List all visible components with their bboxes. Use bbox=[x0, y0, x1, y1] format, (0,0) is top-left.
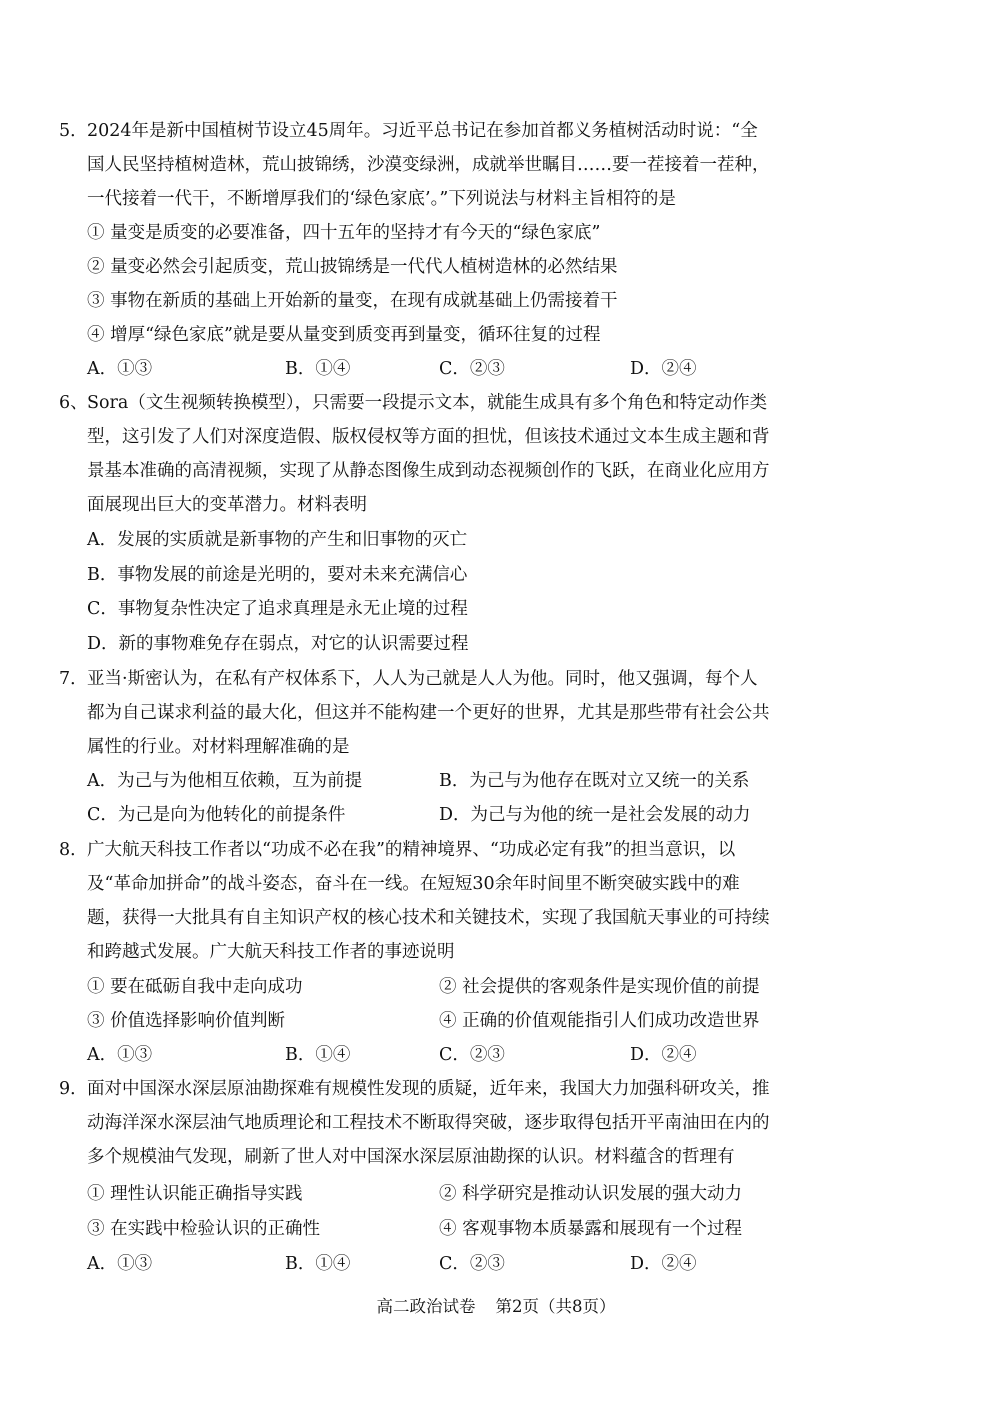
statement-item: ④ 正确的价值观能指引人们成功改造世界 bbox=[439, 1011, 760, 1031]
question-stem-line: 题，获得一大批具有自主知识产权的核心技术和关键技术，实现了我国航天事业的可持续 bbox=[87, 908, 770, 928]
answer-option: C．事物复杂性决定了追求真理是永无止境的过程 bbox=[87, 599, 468, 619]
question-stem-line: 面展现出巨大的变革潜力。材料表明 bbox=[87, 495, 367, 515]
question-stem-line: 8．广大航天科技工作者以“功成不必在我”的精神境界、“功成必定有我”的担当意识，以 bbox=[59, 840, 736, 860]
answer-choice: A．①③ bbox=[87, 1254, 153, 1274]
question-stem-line: 一代接着一代干，不断增厚我们的‘绿色家底’。”下列说法与材料主旨相符的是 bbox=[87, 189, 676, 209]
answer-choice: C．②③ bbox=[439, 359, 505, 379]
answer-option: A．为己与为他相互依赖，互为前提 bbox=[87, 771, 363, 791]
answer-choice: C．②③ bbox=[439, 1045, 505, 1065]
answer-option: B．事物发展的前途是光明的，要对未来充满信心 bbox=[87, 565, 468, 585]
page-footer bbox=[0, 1293, 992, 1317]
question-number: 6、 bbox=[59, 393, 88, 413]
answer-choice: B．①④ bbox=[285, 1045, 351, 1065]
question-stem-line: 5．2024年是新中国植树节设立45周年。习近平总书记在参加首都义务植树活动时说：“全 bbox=[59, 121, 758, 141]
question-stem-line: 7．亚当·斯密认为，在私有产权体系下，人人为己就是人人为他。同时，他又强调，每个人 bbox=[59, 669, 758, 689]
statement-item: ③ 事物在新质的基础上开始新的量变，在现有成就基础上仍需接着干 bbox=[87, 291, 618, 311]
question-stem-line: 型，这引发了人们对深度造假、版权侵权等方面的担忧，但该技术通过文本生成主题和背 bbox=[87, 427, 770, 447]
question-stem-line: 及“革命加拼命”的战斗姿态，奋斗在一线。在短短30余年时间里不断突破实践中的难 bbox=[87, 874, 740, 894]
answer-choice: A．①③ bbox=[87, 1045, 153, 1065]
statement-item: ① 要在砥砺自我中走向成功 bbox=[87, 977, 303, 997]
answer-choice: D．②④ bbox=[630, 1045, 697, 1065]
statement-item: ③ 在实践中检验认识的正确性 bbox=[87, 1219, 321, 1239]
statement-item: ④ 客观事物本质暴露和展现有一个过程 bbox=[439, 1219, 743, 1239]
answer-choice: D．②④ bbox=[630, 1254, 697, 1274]
question-stem-line: 国人民坚持植树造林，荒山披锦绣，沙漠变绿洲，成就举世瞩目……要一茬接着一茬种， bbox=[87, 155, 770, 175]
question-number: 5． bbox=[59, 121, 88, 141]
question-stem-line: 景基本准确的高清视频，实现了从静态图像生成到动态视频创作的飞跃，在商业化应用方 bbox=[87, 461, 770, 481]
statement-item: ② 社会提供的客观条件是实现价值的前提 bbox=[439, 977, 760, 997]
answer-choice: A．①③ bbox=[87, 359, 153, 379]
statement-item: ① 理性认识能正确指导实践 bbox=[87, 1184, 303, 1204]
statement-item: ① 量变是质变的必要准备，四十五年的坚持才有今天的“绿色家底” bbox=[87, 223, 601, 243]
answer-choice: C．②③ bbox=[439, 1254, 505, 1274]
question-number: 9． bbox=[59, 1079, 88, 1099]
answer-option: B．为己与为他存在既对立又统一的关系 bbox=[439, 771, 750, 791]
answer-choice: B．①④ bbox=[285, 359, 351, 379]
question-stem-line: 动海洋深水深层油气地质理论和工程技术不断取得突破，逐步取得包括开平南油田在内的 bbox=[87, 1113, 770, 1133]
statement-item: ② 科学研究是推动认识发展的强大动力 bbox=[439, 1184, 743, 1204]
answer-choice: D．②④ bbox=[630, 359, 697, 379]
answer-choice: B．①④ bbox=[285, 1254, 351, 1274]
question-stem-line: 6、Sora（文生视频转换模型），只需要一段提示文本，就能生成具有多个角色和特定动作类 bbox=[59, 393, 768, 413]
question-stem-line: 属性的行业。对材料理解准确的是 bbox=[87, 737, 350, 757]
statement-item: ③ 价值选择影响价值判断 bbox=[87, 1011, 286, 1031]
question-stem-line: 和跨越式发展。广大航天科技工作者的事迹说明 bbox=[87, 942, 455, 962]
exam-title: 高二政治试卷 bbox=[376, 1297, 476, 1316]
answer-option: C．为己是向为他转化的前提条件 bbox=[87, 805, 346, 825]
question-stem-line: 9．面对中国深水深层原油勘探难有规模性发现的质疑，近年来，我国大力加强科研攻关，推 bbox=[59, 1079, 770, 1099]
statement-item: ② 量变必然会引起质变，荒山披锦绣是一代代人植树造林的必然结果 bbox=[87, 257, 618, 277]
answer-option: A．发展的实质就是新事物的产生和旧事物的灭亡 bbox=[87, 530, 468, 550]
question-stem-line: 多个规模油气发现，刷新了世人对中国深水深层原油勘探的认识。材料蕴含的哲理有 bbox=[87, 1147, 735, 1167]
statement-item: ④ 增厚“绿色家底”就是要从量变到质变再到量变，循环往复的过程 bbox=[87, 325, 601, 345]
answer-option: D．为己与为他的统一是社会发展的动力 bbox=[439, 805, 751, 825]
page-number: 第2页（共8页） bbox=[495, 1297, 616, 1316]
answer-option: D．新的事物难免存在弱点，对它的认识需要过程 bbox=[87, 634, 469, 654]
question-number: 8． bbox=[59, 840, 88, 860]
question-stem-line: 都为自己谋求利益的最大化，但这并不能构建一个更好的世界，尤其是那些带有社会公共 bbox=[87, 703, 770, 723]
question-number: 7． bbox=[59, 669, 88, 689]
